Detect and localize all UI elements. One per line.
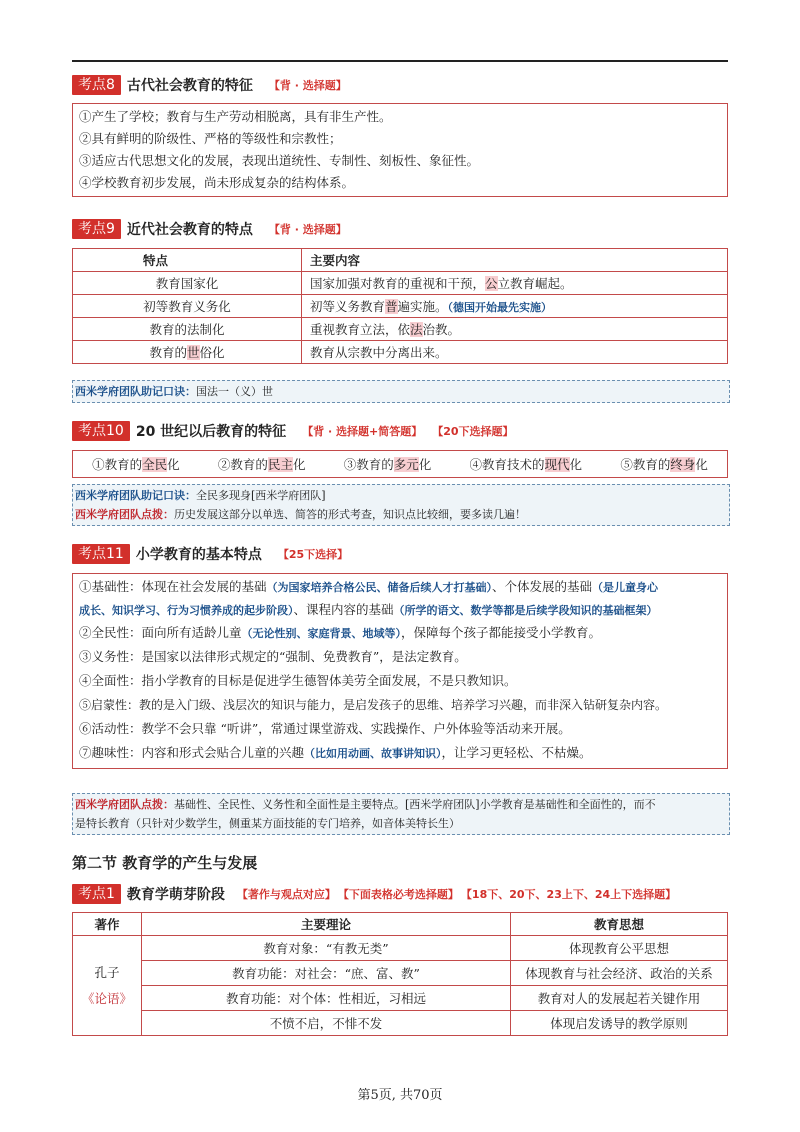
list-item: ③适应古代思想文化的发展，表现出道统性、专制性、刻板性、象征性。 bbox=[79, 153, 480, 168]
table-cell: 不愤不启，不悱不发 bbox=[142, 1011, 511, 1036]
note: （无论性别、家庭背景、地域等） bbox=[241, 627, 402, 640]
table-cell: 体现启发诱导的教学原则 bbox=[511, 1011, 728, 1036]
table-cell: 教育的法制化 bbox=[73, 318, 302, 341]
list-item bbox=[73, 741, 727, 766]
list-item bbox=[92, 455, 180, 473]
table-row bbox=[73, 936, 728, 961]
memo-text: 国法一（义）世 bbox=[196, 385, 273, 398]
cell-text: 遍实施。 bbox=[397, 299, 448, 314]
section-tag: 【背 · 选择题】 bbox=[268, 79, 347, 92]
item-text: 化 bbox=[569, 457, 583, 472]
section-tag: 【著作与观点对应】 bbox=[236, 888, 336, 901]
note: （所学的语文、数学等都是后续学段知识的基础框架） bbox=[393, 604, 658, 617]
memo-box bbox=[72, 793, 730, 835]
table-header-row bbox=[73, 913, 728, 936]
cell-text: 初等义务教育 bbox=[310, 299, 386, 314]
book-title: 《论语》 bbox=[81, 990, 132, 1006]
note: （是儿童身心 bbox=[592, 581, 659, 594]
cell-text: 国家加强对教育的重视和干预， bbox=[310, 276, 486, 291]
highlight: 法 bbox=[410, 322, 423, 337]
item-text: 、个体发展的基础 bbox=[492, 579, 593, 594]
chapter-title: 第二节 教育学的产生与发展 bbox=[72, 854, 258, 872]
column-header: 教育思想 bbox=[511, 913, 728, 936]
item-text: ，让学习更轻松、不枯燥。 bbox=[441, 745, 592, 760]
section-tag: 【18下、20下、23上下、24上下选择题】 bbox=[460, 888, 677, 901]
section-tag: 【20下选择题】 bbox=[432, 425, 514, 438]
section-11-header bbox=[72, 543, 348, 565]
item-text: 、课程内容的基础 bbox=[293, 602, 394, 617]
section-10-header bbox=[72, 420, 514, 442]
item-text: ①教育的 bbox=[92, 457, 143, 472]
author-cell bbox=[73, 936, 142, 1036]
note: （为国家培养合格公民、储备后续人才打基础） bbox=[266, 581, 493, 594]
list-item bbox=[344, 455, 432, 473]
cell-text: 立教育崛起。 bbox=[497, 276, 573, 291]
table-row bbox=[73, 341, 728, 364]
table-cell: 初等教育义务化 bbox=[73, 295, 302, 318]
section-8-header bbox=[72, 74, 347, 96]
top-rule bbox=[72, 60, 728, 62]
table-cell: 教育对象：“有教无类” bbox=[142, 936, 511, 961]
section-badge: 考点11 bbox=[72, 544, 130, 564]
traits-box bbox=[72, 450, 728, 478]
highlight: 世 bbox=[186, 345, 200, 360]
section-9-header bbox=[72, 218, 347, 240]
item-text: ④教育技术的 bbox=[469, 457, 545, 472]
list-item bbox=[73, 576, 727, 599]
table-cell: 教育功能：对个体：性相近，习相远 bbox=[142, 986, 511, 1011]
list-item: ⑥活动性：教学不会只靠 “听讲”，常通过课堂游戏、实践操作、户外体验等活动来开展。 bbox=[79, 721, 571, 736]
memo-text: 历史发展这部分以单选、简答的形式考查，知识点比较细，要多读几遍！ bbox=[174, 508, 526, 521]
highlight: 终身 bbox=[670, 457, 696, 472]
memo-label: 西米学府团队点拨： bbox=[75, 508, 174, 521]
section-badge: 考点8 bbox=[72, 75, 121, 95]
cell-text: 重视教育立法，依 bbox=[310, 322, 411, 337]
list-item bbox=[620, 455, 708, 473]
highlight: 全民 bbox=[142, 457, 168, 472]
note: （比如用动画、故事讲知识） bbox=[304, 747, 442, 760]
table-cell bbox=[302, 318, 728, 341]
page-footer: 第5页, 共70页 bbox=[357, 1088, 443, 1103]
table-cell: 教育从宗教中分离出来。 bbox=[302, 341, 728, 364]
section-title: 近代社会教育的特点 bbox=[126, 222, 253, 238]
memo-box bbox=[72, 484, 730, 526]
part-1-table bbox=[72, 912, 728, 1036]
table-row bbox=[73, 318, 728, 341]
item-text: ⑦趣味性：内容和形式会贴合儿童的兴趣 bbox=[79, 745, 305, 760]
cell-text: 俗化 bbox=[199, 345, 225, 360]
table-row bbox=[73, 272, 728, 295]
highlight: 多元 bbox=[393, 457, 419, 472]
table-header-row bbox=[73, 249, 728, 272]
part-1-header bbox=[72, 883, 676, 905]
column-header: 著作 bbox=[73, 913, 142, 936]
section-title: 古代社会教育的特征 bbox=[126, 78, 253, 94]
section-title: 小学教育的基本特点 bbox=[135, 547, 262, 563]
section-8-box bbox=[72, 103, 728, 197]
list-item bbox=[73, 599, 727, 622]
table-cell bbox=[302, 295, 728, 318]
table-cell: 体现教育公平思想 bbox=[511, 936, 728, 961]
table-row bbox=[73, 1011, 728, 1036]
memo-box bbox=[72, 380, 730, 403]
highlight: 普 bbox=[385, 299, 398, 314]
section-tag: 【下面表格必考选择题】 bbox=[337, 888, 459, 901]
table-cell bbox=[73, 341, 302, 364]
memo-text: 全民多现身[西米学府团队] bbox=[196, 489, 326, 502]
section-9-table bbox=[72, 248, 728, 364]
table-row bbox=[73, 986, 728, 1011]
table-row bbox=[73, 961, 728, 986]
list-item: ④学校教育初步发展，尚未形成复杂的结构体系。 bbox=[79, 175, 355, 190]
item-text: 化 bbox=[167, 457, 180, 472]
cell-text: 治教。 bbox=[422, 322, 461, 337]
item-text: ③教育的 bbox=[343, 457, 394, 472]
section-11-box bbox=[72, 573, 728, 769]
table-cell: 教育国家化 bbox=[73, 272, 302, 295]
section-badge: 考点10 bbox=[72, 421, 130, 441]
table-cell: 体现教育与社会经济、政治的关系 bbox=[511, 961, 728, 986]
memo-text: 基础性、全民性、义务性和全面性是主要特点。[西米学府团队]小学教育是基础性和全面性的，而不 bbox=[174, 798, 656, 811]
list-item: ③义务性：是国家以法律形式规定的“强制、免费教育”，是法定教育。 bbox=[79, 649, 467, 664]
list-item: ④全面性：指小学教育的目标是促进学生德智体美劳全面发展，不是只教知识。 bbox=[79, 673, 517, 688]
note: 成长、知识学习、行为习惯养成的起步阶段） bbox=[79, 604, 294, 617]
section-title: 20 世纪以后教育的特征 bbox=[135, 424, 287, 440]
author-name: 孔子 bbox=[94, 964, 120, 980]
section-badge: 考点1 bbox=[72, 884, 121, 904]
table-row bbox=[73, 295, 728, 318]
list-item: ②具有鲜明的阶级性、严格的等级性和宗教性； bbox=[79, 131, 342, 146]
item-text: ②全民性：面向所有适龄儿童 bbox=[79, 625, 242, 640]
item-text: ①基础性：体现在社会发展的基础 bbox=[79, 579, 267, 594]
table-cell: 教育对人的发展起若关键作用 bbox=[511, 986, 728, 1011]
memo-label: 西米学府团队助记口诀： bbox=[75, 489, 196, 502]
section-title: 教育学萌芽阶段 bbox=[126, 887, 225, 903]
list-item: ①产生了学校；教育与生产劳动相脱离，具有非生产性。 bbox=[79, 109, 392, 124]
note: （德国开始最先实施） bbox=[447, 301, 553, 314]
list-item bbox=[470, 455, 583, 473]
item-text: 化 bbox=[292, 457, 306, 472]
highlight: 公 bbox=[485, 276, 498, 291]
list-item bbox=[73, 622, 727, 645]
item-text: ⑤教育的 bbox=[620, 457, 671, 472]
item-text: 化 bbox=[695, 457, 708, 472]
section-tag: 【25下选择】 bbox=[277, 548, 349, 561]
item-text: 化 bbox=[418, 457, 432, 472]
cell-text: 教育的 bbox=[149, 345, 187, 360]
item-text: ②教育的 bbox=[217, 457, 268, 472]
item-text: ，保障每个孩子都能接受小学教育。 bbox=[401, 625, 602, 640]
memo-label: 西米学府团队助记口诀： bbox=[75, 385, 196, 398]
section-badge: 考点9 bbox=[72, 219, 121, 239]
section-tag: 【背 · 选择题】 bbox=[268, 223, 347, 236]
memo-label: 西米学府团队点拨： bbox=[75, 798, 174, 811]
list-item bbox=[218, 455, 306, 473]
highlight: 民主 bbox=[267, 457, 293, 472]
highlight: 现代 bbox=[544, 457, 570, 472]
column-header: 特点 bbox=[73, 249, 302, 272]
memo-text: 是特长教育（只针对少数学生，侧重某方面技能的专门培养，如音体美特长生） bbox=[75, 817, 460, 830]
column-header: 主要内容 bbox=[302, 249, 728, 272]
section-tag: 【背 · 选择题+简答题】 bbox=[302, 425, 423, 438]
list-item: ⑤启蒙性：教的是入门级、浅层次的知识与能力，是启发孩子的思维、培养学习兴趣，而非深入钻研复杂内容。 bbox=[79, 698, 668, 712]
table-cell bbox=[302, 272, 728, 295]
table-cell: 教育功能：对社会：“庶、富、教” bbox=[142, 961, 511, 986]
column-header: 主要理论 bbox=[142, 913, 511, 936]
